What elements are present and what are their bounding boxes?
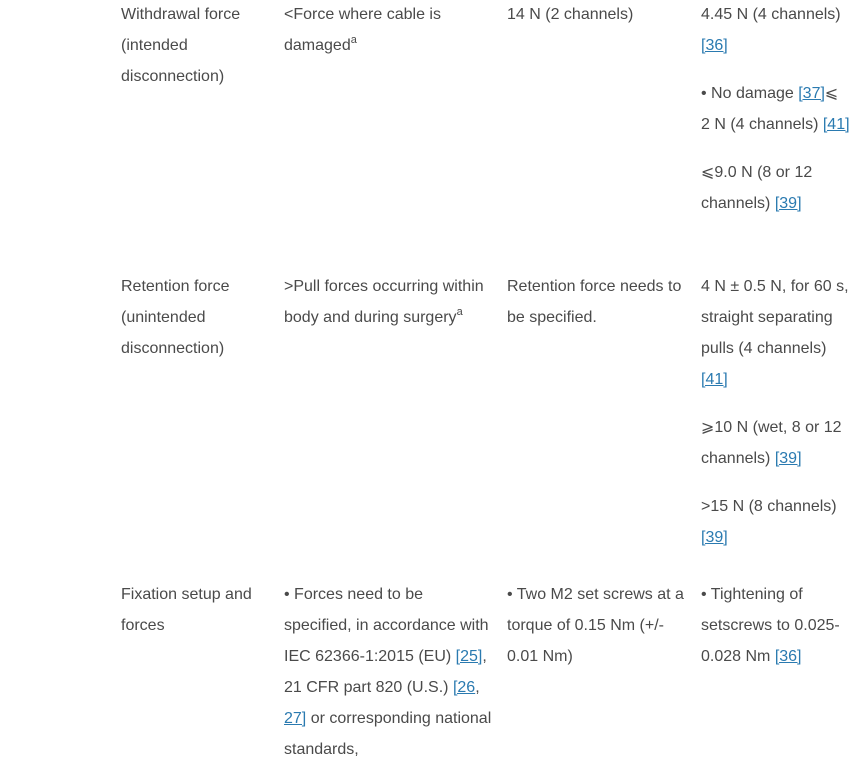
requirement-text: • Forces need to be specified, in accordance with IEC 62366-1:2015 (EU)	[284, 586, 489, 665]
literature-cell	[701, 0, 851, 219]
reference-separator: ,	[475, 679, 480, 696]
literature-text: ⩽9.0 N (8 or 12 channels)	[701, 164, 813, 212]
literature-cell	[701, 579, 851, 672]
specification-cell: • Two M2 set screws at a torque of 0.15 Nm (+/- 0.01 Nm)	[507, 586, 684, 665]
reference-link[interactable]: [37]	[798, 85, 825, 102]
literature-text: 4.45 N (4 channels)	[701, 6, 841, 23]
literature-text: ⩾10 N (wet, 8 or 12 channels)	[701, 419, 842, 467]
literature-cell	[701, 271, 851, 553]
literature-text: • No damage	[701, 85, 799, 102]
requirement-text: <Force where cable is damaged	[284, 6, 441, 54]
literature-entry	[701, 412, 851, 474]
reference-link[interactable]: [39]	[774, 450, 802, 467]
literature-entry	[701, 157, 851, 219]
reference-link[interactable]: [41]	[701, 371, 728, 388]
reference-link[interactable]: [39]	[774, 195, 802, 212]
reference-link[interactable]: [39]	[701, 529, 728, 546]
parameter-cell: Retention force (unintended disconnection)	[121, 278, 230, 357]
specification-cell: Retention force needs to be specified.	[507, 278, 682, 326]
reference-link[interactable]: [36]	[701, 37, 728, 54]
requirement-text: , 21 CFR part 820 (U.S.)	[284, 648, 487, 696]
literature-entry	[701, 78, 851, 140]
literature-text: • Tightening of setscrews to 0.025- 0.028 Nm	[701, 586, 840, 665]
requirement-text: or corresponding national standards,	[284, 710, 492, 758]
reference-link[interactable]: 27]	[284, 710, 307, 727]
literature-text: 4 N ± 0.5 N, for 60 s, straight separating pulls (4 channels)	[701, 278, 849, 357]
reference-link[interactable]: [41]	[822, 116, 850, 133]
requirement-cell	[284, 0, 494, 61]
literature-text: ⩽ 2 N (4 channels)	[701, 85, 839, 133]
footnote-marker: a	[456, 306, 463, 318]
literature-entry	[701, 491, 851, 553]
literature-entry	[701, 271, 851, 395]
table-row-withdrawal-force	[0, 0, 853, 263]
parameter-cell: Fixation setup and forces	[121, 586, 252, 634]
table-row-fixation-setup	[0, 579, 853, 769]
literature-entry	[701, 0, 851, 61]
reference-link[interactable]: [26	[452, 679, 476, 696]
footnote-marker: a	[350, 34, 357, 46]
table-row-retention-force	[0, 271, 853, 571]
reference-link[interactable]: [25]	[455, 648, 483, 665]
requirement-text: >Pull forces occurring within body and during surgery	[284, 278, 484, 326]
requirement-cell	[284, 271, 494, 333]
requirement-cell	[284, 579, 494, 765]
literature-text: >15 N (8 channels)	[701, 498, 837, 515]
specification-cell: 14 N (2 channels)	[507, 6, 634, 23]
reference-link[interactable]: [36]	[774, 648, 802, 665]
parameter-cell: Withdrawal force (intended disconnection)	[121, 6, 241, 85]
